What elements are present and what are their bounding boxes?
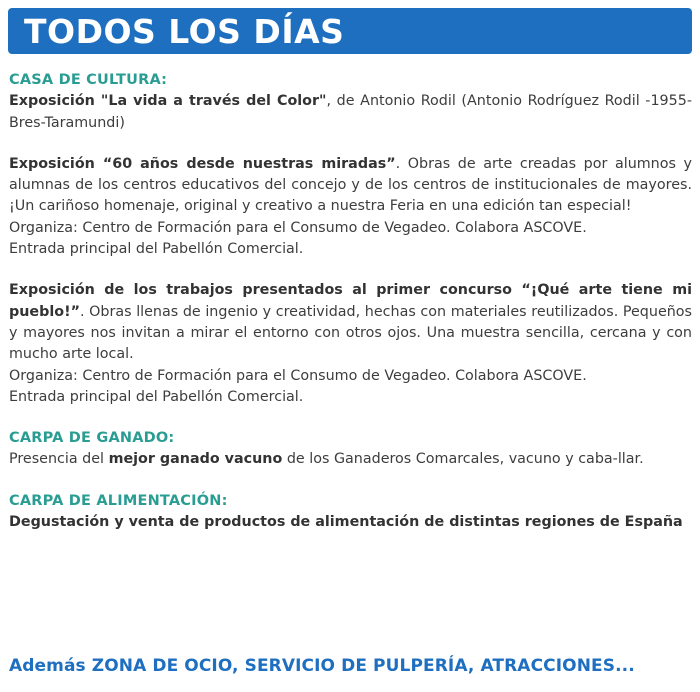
expo2-organiza: Organiza: Centro de Formación para el Consumo de Vegadeo. Colabora ASCOVE. [9,219,587,236]
alimentacion-text: Degustación y venta de productos de alimentación de distintas regiones de España [9,514,683,531]
expo3-organiza: Organiza: Centro de Formación para el Consumo de Vegadeo. Colabora ASCOVE. [9,367,587,384]
carpa-ganado-heading: CARPA DE GANADO: [9,430,175,447]
expo1-title: Exposición "La vida a través del Color" [9,93,327,110]
expo2-entrada: Entrada principal del Pabellón Comercial. [9,241,304,258]
title-banner [8,8,692,54]
expo3-title: Exposición de los trabajos presentados al primer concurso “¡Qué arte tiene mi pueblo!” [9,282,692,320]
casa-cultura-heading: CASA DE CULTURA: [9,72,168,88]
expo2-title: Exposición “60 años desde nuestras miradas” [9,155,396,172]
ganado-text-bold: mejor ganado vacuno [108,451,283,468]
expo3-entrada: Entrada principal del Pabellón Comercial. [9,388,304,405]
expo2-text: . Obras de arte creadas por alumnos y alumnas de los centros educativos del concejo y de los centros de institucionales de mayores. ¡Un cariñoso homenaje, original y creativo a nuestra Feria en una edición tan especial! [9,155,692,215]
program-content [9,70,692,533]
expo3-paragraph [9,280,692,365]
carpa-alimentacion-heading: CARPA DE ALIMENTACIÓN: [9,492,228,509]
expo1-text: , de Antonio Rodil (Antonio Rodríguez Rodil -1955-Bres-Taramundi) [9,93,692,131]
expo1-paragraph [9,91,692,134]
ganado-text-post: de los Ganaderos Comarcales, vacuno y caba-llar. [282,451,644,468]
expo2-paragraph [9,154,692,218]
ganado-text-pre: Presencia del [9,451,109,468]
ganado-paragraph [9,449,692,470]
banner-title: TODOS LOS DÍAS [24,12,345,51]
footer-tagline: Además ZONA DE OCIO, SERVICIO DE PULPERÍA, ATRACCIONES... [9,656,635,676]
expo3-text: . Obras llenas de ingenio y creatividad, hechas con materiales reutilizados. Pequeños y mayores nos invitan a mirar el entorno con otros ojos. Una muestra sencilla, cercana y con mucho arte local. [9,303,692,363]
